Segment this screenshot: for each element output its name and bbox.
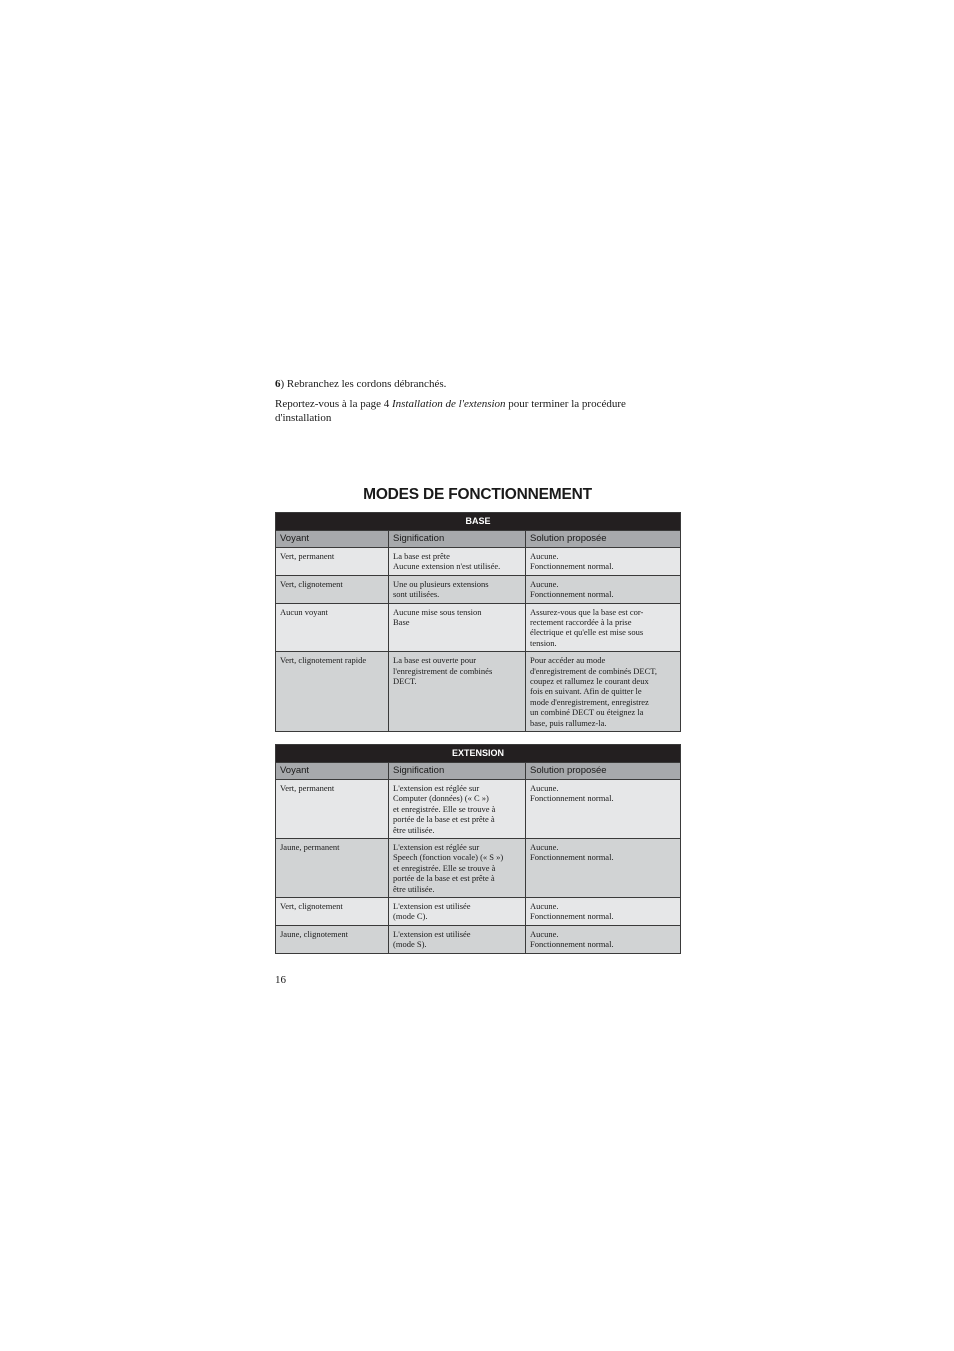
cell-text-line: Fonctionnement normal. — [530, 911, 614, 922]
cell-text-line: DECT. — [393, 676, 417, 687]
cell-text-line: tension. — [530, 637, 557, 648]
cell-text-line: Vert, permanent — [280, 783, 335, 793]
cell-signification — [389, 548, 526, 576]
cell-text-line: L'extension est utilisée — [393, 901, 471, 912]
column-header-voyant: Voyant — [276, 763, 389, 780]
cell-solution — [526, 898, 681, 926]
column-header-voyant: Voyant — [276, 531, 389, 548]
reference-paragraph — [275, 397, 680, 425]
intro-text — [275, 377, 680, 425]
cell-text-line: être utilisée. — [393, 824, 435, 835]
cell-text-line: Fonctionnement normal. — [530, 793, 614, 804]
cell-text-line: (mode C). — [393, 911, 428, 922]
cell-text-line: Fonctionnement normal. — [530, 561, 614, 572]
cell-text-line: un combiné DECT ou éteignez la — [530, 707, 644, 718]
cell-signification — [389, 652, 526, 732]
cell-voyant — [276, 925, 389, 953]
extension-table-title: EXTENSION — [276, 745, 681, 763]
column-header-solution: Solution proposée — [526, 763, 681, 780]
table-row — [276, 603, 681, 652]
reference-text-after: pour terminer la procédure d'installation — [275, 398, 626, 424]
table-row — [276, 898, 681, 926]
cell-solution — [526, 603, 681, 652]
cell-text-line: mode d'enregistrement, enregistrez — [530, 696, 649, 707]
cell-text-line: Vert, permanent — [280, 551, 335, 561]
cell-text-line: Fonctionnement normal. — [530, 589, 614, 600]
table-row — [276, 548, 681, 576]
cell-text-line: Une ou plusieurs extensions — [393, 578, 489, 589]
column-header-signification: Signification — [389, 531, 526, 548]
cell-text-line: base, puis rallumez-la. — [530, 717, 607, 728]
reference-text-before: Reportez-vous à la page 4 — [275, 398, 392, 410]
cell-voyant — [276, 898, 389, 926]
cell-text-line: L'extension est réglée sur — [393, 783, 480, 793]
cell-signification — [389, 575, 526, 603]
cell-solution — [526, 839, 681, 898]
base-status-table — [275, 512, 681, 732]
cell-text-line: La base est ouverte pour — [393, 655, 477, 666]
cell-voyant — [276, 839, 389, 898]
page-number: 16 — [275, 974, 286, 986]
table-row — [276, 780, 681, 839]
cell-text-line: Vert, clignotement — [280, 901, 343, 912]
cell-text-line: sont utilisées. — [393, 589, 440, 600]
cell-voyant — [276, 603, 389, 652]
cell-solution — [526, 780, 681, 839]
cell-text-line: Pour accéder au mode — [530, 655, 606, 666]
cell-text-line: être utilisée. — [393, 883, 435, 894]
cell-text-line: rectement raccordée à la prise — [530, 617, 632, 628]
table-row — [276, 839, 681, 898]
cell-voyant — [276, 548, 389, 576]
cell-text-line: fois en suivant. Afin de quitter le — [530, 686, 642, 697]
cell-text-line: portée de la base et est prête à — [393, 873, 495, 884]
cell-text-line: Fonctionnement normal. — [530, 852, 614, 863]
cell-signification — [389, 898, 526, 926]
section-heading: MODES DE FONCTIONNEMENT — [363, 486, 592, 503]
cell-text-line: d'enregistrement de combinés DECT, — [530, 665, 657, 676]
cell-signification — [389, 839, 526, 898]
cell-text-line: et enregistrée. Elle se trouve à — [393, 803, 496, 814]
step-text: Rebranchez les cordons débranchés. — [284, 378, 447, 390]
cell-text-line: l'enregistrement de combinés — [393, 665, 493, 676]
cell-text-line: électrique et qu'elle est mise sous — [530, 627, 644, 638]
column-header-signification: Signification — [389, 763, 526, 780]
cell-text-line: La base est prête — [393, 551, 450, 561]
column-header-solution: Solution proposée — [526, 531, 681, 548]
cell-solution — [526, 925, 681, 953]
cell-text-line: Speech (fonction vocale) (« S ») — [393, 852, 504, 863]
table-row — [276, 652, 681, 732]
cell-text-line: Computer (données) (« C ») — [393, 793, 489, 804]
cell-text-line: Aucune. — [530, 578, 559, 589]
cell-solution — [526, 575, 681, 603]
cell-voyant — [276, 652, 389, 732]
cell-text-line: Base — [393, 617, 410, 628]
cell-text-line: Aucune. — [530, 842, 559, 853]
cell-text-line: Assurez-vous que la base est cor- — [530, 606, 644, 617]
cell-text-line: Aucune. — [530, 783, 559, 793]
cell-voyant — [276, 780, 389, 839]
cell-text-line: Aucun voyant — [280, 606, 328, 617]
cell-text-line: Aucune extension n'est utilisée. — [393, 561, 501, 572]
cell-text-line: L'extension est réglée sur — [393, 842, 480, 853]
cell-voyant — [276, 575, 389, 603]
cell-text-line: Vert, clignotement rapide — [280, 655, 367, 666]
step-paren: ) — [280, 378, 285, 390]
step-number: 6 — [275, 378, 281, 390]
extension-status-table — [275, 744, 681, 954]
step-six — [275, 377, 680, 391]
cell-signification — [389, 780, 526, 839]
reference-link-title: Installation de l'extension — [391, 398, 506, 410]
cell-text-line: Jaune, clignotement — [280, 928, 348, 939]
cell-text-line: Jaune, permanent — [280, 842, 340, 853]
cell-text-line: portée de la base et est prête à — [393, 814, 495, 825]
cell-solution — [526, 548, 681, 576]
cell-solution — [526, 652, 681, 732]
cell-text-line: L'extension est utilisée — [393, 928, 471, 939]
cell-text-line: Fonctionnement normal. — [530, 939, 614, 950]
table-row — [276, 575, 681, 603]
cell-text-line: et enregistrée. Elle se trouve à — [393, 862, 496, 873]
cell-text-line: Aucune. — [530, 551, 559, 561]
cell-text-line: (mode S). — [393, 939, 427, 950]
base-table-title: BASE — [276, 513, 681, 531]
cell-text-line: Aucune. — [530, 901, 559, 912]
table-row — [276, 925, 681, 953]
cell-signification — [389, 925, 526, 953]
cell-text-line: Aucune mise sous tension — [393, 606, 482, 617]
cell-signification — [389, 603, 526, 652]
cell-text-line: Vert, clignotement — [280, 578, 343, 589]
cell-text-line: Aucune. — [530, 928, 559, 939]
cell-text-line: coupez et rallumez le courant deux — [530, 676, 649, 687]
